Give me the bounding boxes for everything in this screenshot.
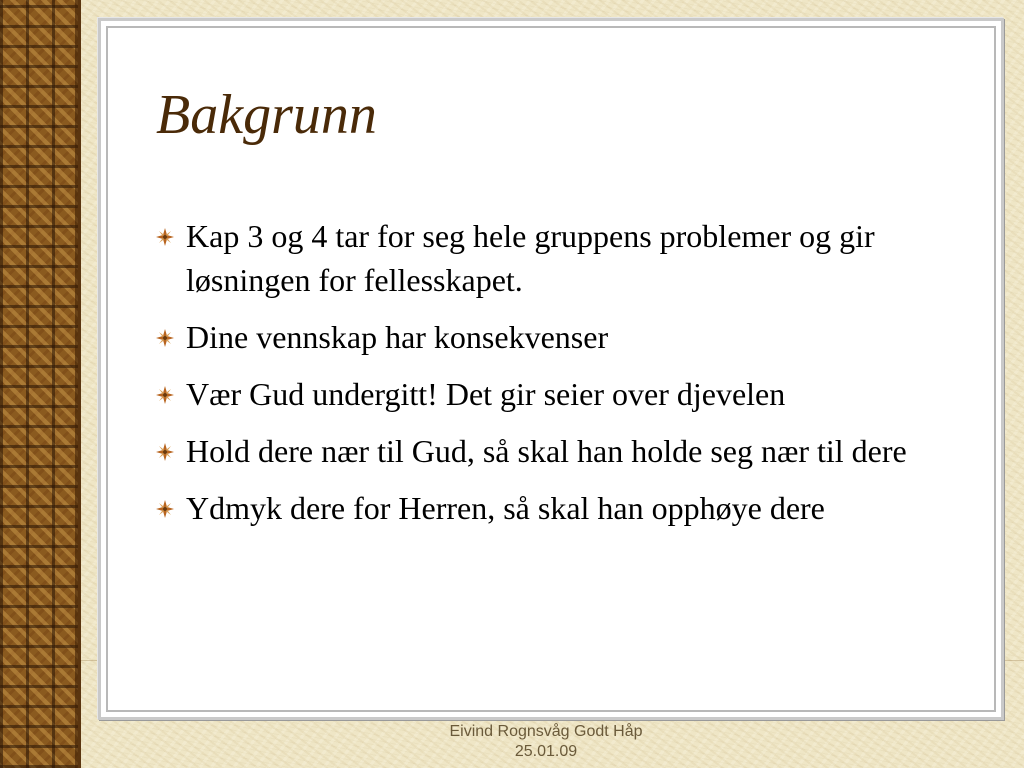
slide-title: Bakgrunn (156, 84, 377, 146)
bullet-text: Ydmyk dere for Herren, så skal han opphøye dere (186, 490, 825, 526)
decorative-border-strip (0, 0, 78, 768)
compass-star-icon (156, 443, 174, 461)
bullet-item (152, 315, 952, 359)
bullet-text: Kap 3 og 4 tar for seg hele gruppens problemer og gir løsningen for fellesskapet. (186, 218, 875, 298)
bullet-text: Dine vennskap har konsekvenser (186, 319, 609, 355)
compass-star-icon (156, 329, 174, 347)
footer-author: Eivind Rognsvåg Godt Håp (449, 723, 643, 740)
slide-frame (98, 18, 1004, 720)
compass-star-icon (156, 228, 174, 246)
slide-footer (400, 722, 692, 762)
bullet-item (152, 372, 952, 416)
bullet-item (152, 486, 952, 530)
bullet-item (152, 214, 952, 302)
compass-star-icon (156, 500, 174, 518)
strip-edge-divider (78, 0, 81, 768)
bullet-text: Hold dere nær til Gud, så skal han holde seg nær til dere (186, 433, 907, 469)
compass-star-icon (156, 386, 174, 404)
bullet-list (152, 214, 952, 543)
footer-date: 25.01.09 (514, 743, 578, 760)
slide-content-area (106, 26, 996, 712)
bullet-item (152, 429, 952, 473)
bullet-text: Vær Gud undergitt! Det gir seier over djevelen (186, 376, 786, 412)
